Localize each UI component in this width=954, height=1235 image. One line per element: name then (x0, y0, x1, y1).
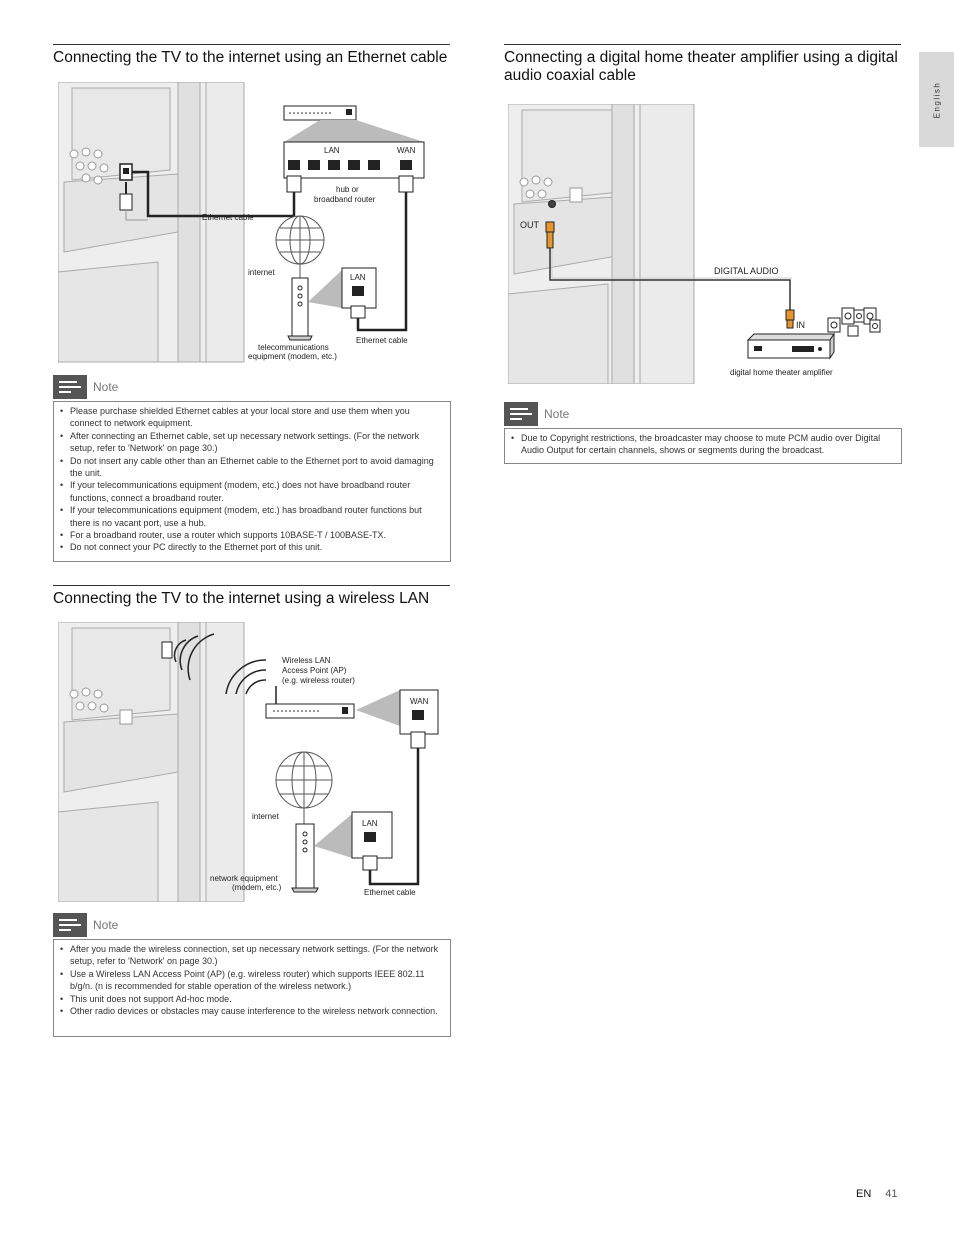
ethernet-hub-label: hub or (336, 185, 359, 194)
ethernet-cable-label: Ethernet cable (202, 213, 254, 222)
wireless-note-box (53, 939, 451, 1037)
ethernet-lan-label: LAN (324, 146, 340, 155)
wireless-note-label: Note (93, 918, 119, 932)
wireless-ap-label-2: Access Point (AP) (282, 666, 347, 675)
list-item: • For a broadband router, use a router which supports 10BASE-T / 100BASE-TX. (60, 529, 442, 541)
wireless-ap-label-1: Wireless LAN (282, 656, 331, 665)
coaxial-note-list (511, 432, 893, 457)
ethernet-note-box (53, 401, 451, 562)
wireless-cable-label: Ethernet cable (364, 888, 416, 897)
list-item: • Use a Wireless LAN Access Point (AP) (e.g. wireless router) which supports IEEE 802.11 b/g/n. (n is recommended for stable operation of the wireless network.) (60, 968, 442, 993)
page-number: 41 (885, 1188, 898, 1200)
wireless-note-header (53, 913, 118, 937)
ethernet-telecom-label-2: equipment (modem, etc.) (248, 352, 337, 361)
page-footer (856, 1188, 898, 1200)
note-icon (53, 375, 87, 399)
coaxial-note-header (504, 402, 569, 426)
coaxial-note-label: Note (544, 407, 570, 421)
ethernet-note-label: Note (93, 380, 119, 394)
note-icon (53, 913, 87, 937)
list-item: • This unit does not support Ad-hoc mode. (60, 993, 442, 1005)
coaxial-digital-audio-label: DIGITAL AUDIO (714, 266, 779, 276)
list-item: • If your telecommunications equipment (modem, etc.) does not have broadband router functions, connect a broadband router. (60, 479, 442, 504)
coaxial-diagram (508, 104, 900, 384)
wireless-section-title: Connecting the TV to the internet using a wireless LAN (53, 585, 450, 608)
coaxial-out-label: OUT (520, 220, 539, 230)
ethernet-cable-label-2: Ethernet cable (356, 336, 408, 345)
list-item: • Please purchase shielded Ethernet cables at your local store and use them when you connect to network equipment. (60, 405, 442, 430)
ethernet-note-list (60, 405, 442, 554)
coaxial-amp-label: digital home theater amplifier (730, 368, 833, 377)
wireless-internet-label: internet (252, 812, 279, 821)
ethernet-section (53, 44, 450, 67)
ethernet-hub-label-2: broadband router (314, 195, 376, 204)
wireless-section (53, 585, 450, 608)
footer-lang: EN (856, 1188, 872, 1200)
coaxial-section (504, 44, 901, 85)
ethernet-lan2-label: LAN (350, 273, 366, 282)
ethernet-wan-label: WAN (397, 146, 416, 155)
coaxial-in-label: IN (796, 320, 805, 330)
note-icon (504, 402, 538, 426)
ethernet-diagram (58, 82, 448, 364)
language-tab-label: English (932, 81, 941, 118)
ethernet-note-header (53, 375, 118, 399)
ethernet-section-title: Connecting the TV to the internet using an Ethernet cable (53, 44, 450, 67)
coaxial-note-box (504, 428, 902, 464)
language-tab (919, 52, 954, 147)
list-item: • After connecting an Ethernet cable, set up necessary network settings. (For the network setup, refer to 'Network' on page 30.) (60, 430, 442, 455)
list-item: • Due to Copyright restrictions, the broadcaster may choose to mute PCM audio over Digital Audio Output for certain channels, shows or segments during the broadcast. (511, 432, 893, 457)
list-item: • If your telecommunications equipment (modem, etc.) has broadband router functions but there is no vacant port, use a hub. (60, 504, 442, 529)
wireless-note-list (60, 943, 442, 1017)
coaxial-section-title: Connecting a digital home theater amplifier using a digital audio coaxial cable (504, 44, 901, 85)
list-item: • Do not connect your PC directly to the Ethernet port of this unit. (60, 541, 442, 553)
wireless-ap-label-3: (e.g. wireless router) (282, 676, 355, 685)
list-item: • Other radio devices or obstacles may cause interference to the wireless network connection. (60, 1005, 442, 1017)
list-item: • Do not insert any cable other than an Ethernet cable to the Ethernet port to avoid damaging the unit. (60, 455, 442, 480)
wireless-network-label-2: (modem, etc.) (232, 883, 282, 892)
list-item: • After you made the wireless connection, set up necessary network settings. (For the network setup, refer to 'Network' on page 30.) (60, 943, 442, 968)
ethernet-telecom-label: telecommunications (258, 343, 329, 352)
wireless-lan-label: LAN (362, 819, 378, 828)
wireless-diagram (58, 622, 448, 902)
wireless-network-label-1: network equipment (210, 874, 278, 883)
wireless-wan-label: WAN (410, 697, 429, 706)
ethernet-internet-label: internet (248, 268, 275, 277)
